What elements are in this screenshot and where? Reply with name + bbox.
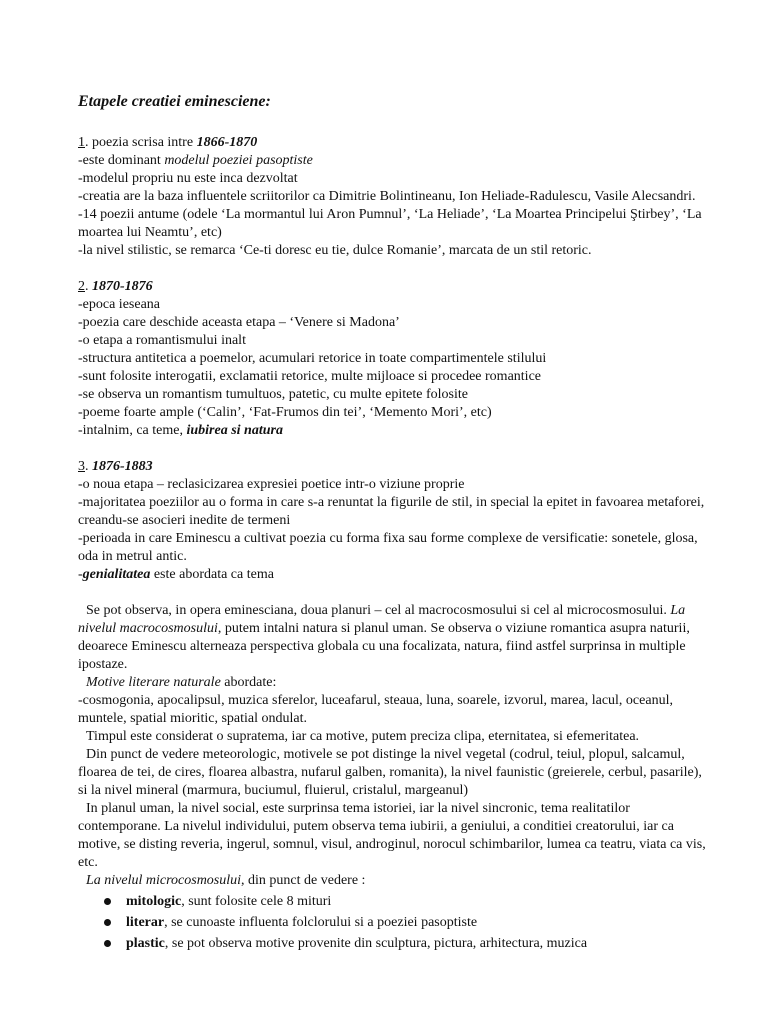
- stage-1-section: [78, 134, 708, 260]
- stage-1-heading: [78, 134, 708, 152]
- paragraph-text: abordate:: [220, 675, 277, 690]
- paragraph-emphasis: La nivelul macrocosmosului: [78, 603, 686, 636]
- stage-3-line-text: -: [78, 567, 83, 582]
- stage-1-heading-text: . poezia scrisa intre: [85, 135, 197, 150]
- list-item-term: plastic: [126, 936, 165, 951]
- stage-2-line-text: -intalnim, ca teme,: [78, 423, 187, 438]
- spacer: [78, 584, 708, 602]
- stage-2-line: -poezia care deschide aceasta etapa – ‘Venere si Madona’: [78, 315, 400, 330]
- paragraph: Timpul este considerat o supratema, iar ca motive, putem preciza clipa, eternitatea, si efemeritatea.: [86, 729, 640, 744]
- stage-3-line: -o noua etapa – reclasicizarea expresiei poetice intr-o viziune proprie: [78, 477, 465, 492]
- paragraph-text: , putem intalni natura si planul uman. Se observa o viziune romantica asupra naturii, deoarece Eminescu alterneaza perspectiva globala cu una focalizata, natura, fiind astfel surprinsa in multiple ipostaze.: [78, 621, 690, 672]
- paragraph-text: , din punct de vedere :: [241, 873, 366, 888]
- stage-3-section: [78, 458, 708, 584]
- stage-3-line-text: este abordata ca tema: [150, 567, 274, 582]
- stage-2-line: -se observa un romantism tumultuos, patetic, cu multe epitete folosite: [78, 387, 468, 402]
- stage-3-heading-text: .: [85, 459, 92, 474]
- document-title: Etapele creatiei eminesciene:: [78, 93, 271, 110]
- stage-1-line: -la nivel stilistic, se remarca ‘Ce-ti doresc eu tie, dulce Romanie’, marcata de un stil retoric.: [78, 243, 592, 258]
- spacer: [78, 260, 708, 278]
- list-item-text: , sunt folosite cele 8 mituri: [181, 894, 332, 909]
- list-item-text: , se cunoaste influenta folclorului si a poeziei pasoptiste: [164, 915, 478, 930]
- stage-1-line: -modelul propriu nu este inca dezvoltat: [78, 171, 298, 186]
- stage-2-number: 2: [78, 279, 85, 294]
- bullet-icon: [104, 898, 111, 905]
- paragraph: [78, 602, 708, 674]
- paragraph: [78, 674, 708, 692]
- bullet-icon: [104, 940, 111, 947]
- paragraph: [78, 872, 708, 890]
- stage-1-line: -14 poezii antume (odele ‘La mormantul lui Aron Pumnul’, ‘La Heliade’, ‘La Moartea Principelui Ştirbey’, ‘La moartea lui Neamtu’, etc): [78, 207, 702, 240]
- paragraph-emphasis: Motive literare naturale: [86, 675, 221, 690]
- paragraph-emphasis: La nivelul microcosmosului: [86, 873, 242, 888]
- stage-1-emphasis: modelul poeziei pasoptiste: [164, 153, 313, 168]
- stage-2-section: [78, 278, 708, 440]
- list-item: [102, 914, 708, 932]
- stage-2-line: -sunt folosite interogatii, exclamatii retorice, multe mijloace si procedee romantice: [78, 369, 541, 384]
- stage-3-line: -perioada in care Eminescu a cultivat poezia cu forma fixa sau forme complexe de versificatie: sonetele, glosa, oda in metrul antic.: [78, 531, 698, 564]
- stage-3-line: -majoritatea poeziilor au o forma in care s-a renuntat la figurile de stil, in special la epitet in favoarea metaforei, creandu-se asocieri inedite de termeni: [78, 495, 705, 528]
- stage-1-line-text: -este dominant: [78, 153, 165, 168]
- stage-1-number: 1: [78, 135, 85, 150]
- stage-1-years: 1866-1870: [196, 135, 258, 150]
- stage-2-years: 1870-1876: [92, 279, 153, 294]
- stage-2-emphasis: iubirea si natura: [186, 423, 283, 438]
- stage-1-line: [78, 152, 708, 170]
- list-item-term: mitologic: [126, 894, 182, 909]
- stage-2-line: -poeme foarte ample (‘Calin’, ‘Fat-Frumos din tei’, ‘Memento Mori’, etc): [78, 405, 492, 420]
- list-item-text: , se pot observa motive provenite din sculptura, pictura, arhitectura, muzica: [164, 936, 588, 951]
- stage-2-line: -structura antitetica a poemelor, acumulari retorice in toate compartimentele stilului: [78, 351, 547, 366]
- bullet-icon: [104, 919, 111, 926]
- stage-2-heading: [78, 278, 708, 296]
- stage-3-heading: [78, 458, 708, 476]
- paragraph: -cosmogonia, apocalipsul, muzica sferelor, luceafarul, steaua, luna, soarele, izvorul, marea, lacul, oceanul, muntele, spatial mioritic, spatial ondulat.: [78, 693, 673, 726]
- paragraph: In planul uman, la nivel social, este surprinsa tema istoriei, iar la nivel sincronic, tema realitatilor contemporane. La nivelul individului, putem observa tema iubirii, a geniului, a conditiei creatorului, iar ca motive, se disting reveria, ingerul, somnul, visul, androginul, norocul schimbarilor, lumea ca teatru, viata ca vis, etc.: [78, 801, 706, 870]
- stage-3-line: [78, 566, 708, 584]
- list-item-term: literar: [126, 915, 165, 930]
- stage-2-line: -o etapa a romantismului inalt: [78, 333, 246, 348]
- spacer: [78, 440, 708, 458]
- stage-3-emphasis: genialitatea: [82, 567, 151, 582]
- stage-2-line: -epoca ieseana: [78, 297, 160, 312]
- bullet-list: [78, 893, 708, 953]
- paragraph-text: Se pot observa, in opera eminesciana, doua planuri – cel al macrocosmosului si cel al microcosmosului.: [86, 603, 671, 618]
- stage-3-number: 3: [78, 459, 85, 474]
- list-item: [102, 935, 708, 953]
- stage-2-line: [78, 422, 708, 440]
- stage-2-heading-text: .: [85, 279, 92, 294]
- paragraph: Din punct de vedere meteorologic, motivele se pot distinge la nivel vegetal (codrul, teiul, plopul, salcamul, floarea de tei, de cires, floarea albastra, nufarul galben, romanita), la nivel faunistic (greierele, cerbul, pasarile), si la nivel mineral (marmura, buciumul, fluierul, cristalul, margeanul): [78, 747, 702, 798]
- list-item: [102, 893, 708, 911]
- stage-1-line: -creatia are la baza influentele scriitorilor ca Dimitrie Bolintineanu, Ion Heliade-Radulescu, Vasile Alecsandri.: [78, 189, 696, 204]
- document-body: [78, 92, 708, 956]
- analysis-section: [78, 602, 708, 953]
- stage-3-years: 1876-1883: [92, 459, 153, 474]
